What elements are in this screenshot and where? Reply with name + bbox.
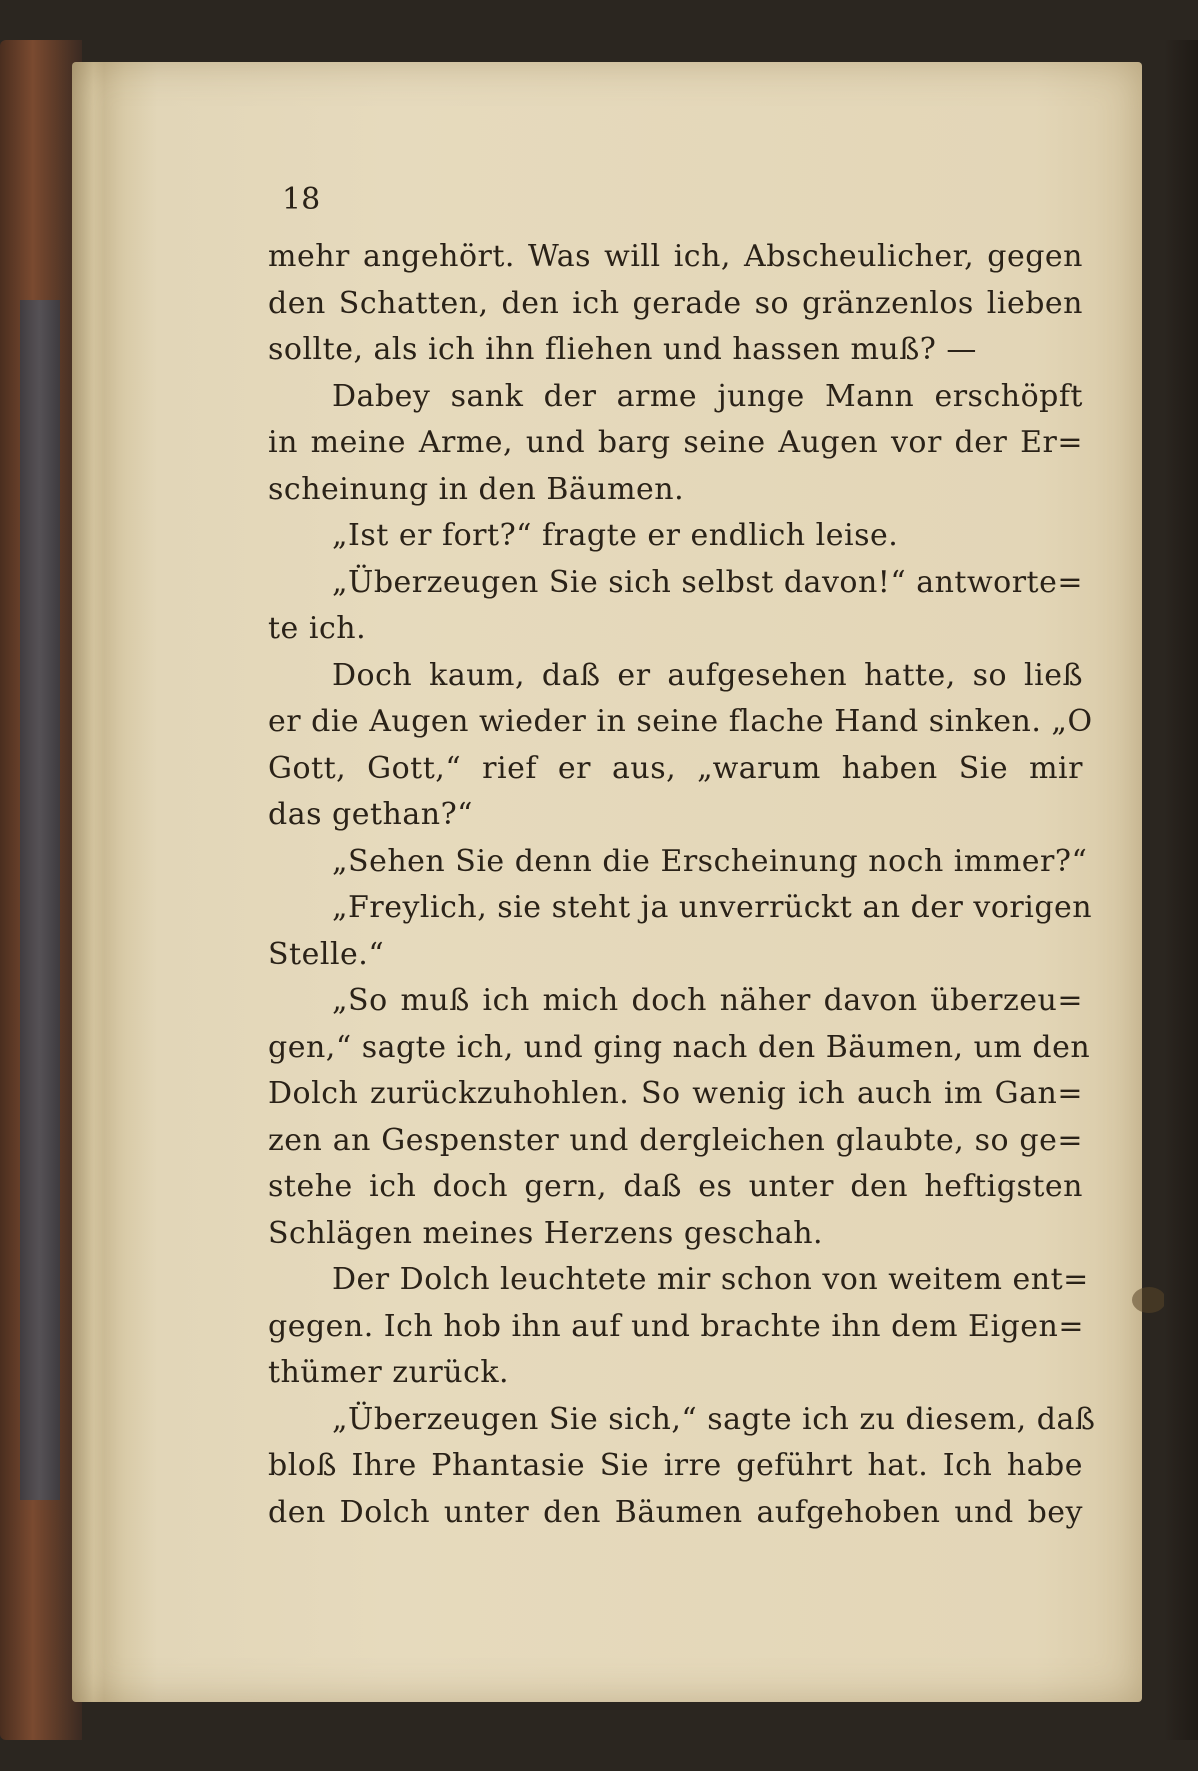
text-line: Stelle.“ xyxy=(268,936,385,972)
text-line: te ich. xyxy=(268,611,367,646)
text-line: er die Augen wieder in seine flache Hand sinken. „O xyxy=(268,704,1093,739)
text-line: Doch kaum, daß er aufgesehen hatte, so ließ xyxy=(332,657,1083,693)
text-line: „So muß ich mich doch näher davon überzeu= xyxy=(332,983,1083,1018)
text-line: „Sehen Sie denn die Erscheinung noch immer?“ xyxy=(332,843,1088,879)
page-text xyxy=(268,234,1096,1536)
text-line: in meine Arme, und barg seine Augen vor der Er= xyxy=(268,425,1083,460)
text-line: „Freylich, sie steht ja unverrückt an der vorigen xyxy=(332,890,1093,925)
text-line: „Ist er fort?“ fragte er endlich leise. xyxy=(332,518,899,553)
text-line: gen,“ sagte ich, und ging nach den Bäumen, um den xyxy=(268,1029,1091,1065)
text-line: sollte, als ich ihn fliehen und hassen muß? — xyxy=(268,332,977,367)
text-line: scheinung in den Bäumen. xyxy=(268,471,685,507)
text-line: zen an Gespenster und dergleichen glaubte, so ge= xyxy=(268,1122,1083,1158)
text-line: bloß Ihre Phantasie Sie irre geführt hat. Ich habe xyxy=(268,1448,1083,1483)
paper-stain xyxy=(1132,1287,1166,1313)
text-line: mehr angehört. Was will ich, Abscheulicher, gegen xyxy=(268,239,1083,274)
text-line: den Dolch unter den Bäumen aufgehoben und bey xyxy=(268,1494,1083,1530)
text-line: „Überzeugen Sie sich,“ sagte ich zu diesem, daß xyxy=(332,1401,1096,1437)
text-line: Der Dolch leuchtete mir schon von weitem ent= xyxy=(332,1262,1089,1297)
text-line: „Überzeugen Sie sich selbst davon!“ antworte= xyxy=(332,564,1083,600)
page-shadow-edge xyxy=(1164,40,1198,1740)
text-line: Dolch zurückzuhohlen. So wenig ich auch im Gan= xyxy=(268,1076,1083,1111)
text-line: das gethan?“ xyxy=(268,797,473,832)
text-line: gegen. Ich hob ihn auf und brachte ihn dem Eigen= xyxy=(268,1308,1084,1344)
book-cover-edge xyxy=(0,40,82,1740)
text-line: Dabey sank der arme junge Mann erschöpft xyxy=(332,378,1083,414)
text-line: den Schatten, den ich gerade so gränzenlos lieben xyxy=(268,285,1083,321)
text-line: Schlägen meines Herzens geschah. xyxy=(268,1215,824,1251)
text-line: thümer zurück. xyxy=(268,1355,510,1390)
text-line: Gott, Gott,“ rief er aus, „warum haben Sie mir xyxy=(268,750,1083,786)
page-number: 18 xyxy=(282,182,321,217)
text-line: stehe ich doch gern, daß es unter den heftigsten xyxy=(268,1169,1083,1204)
